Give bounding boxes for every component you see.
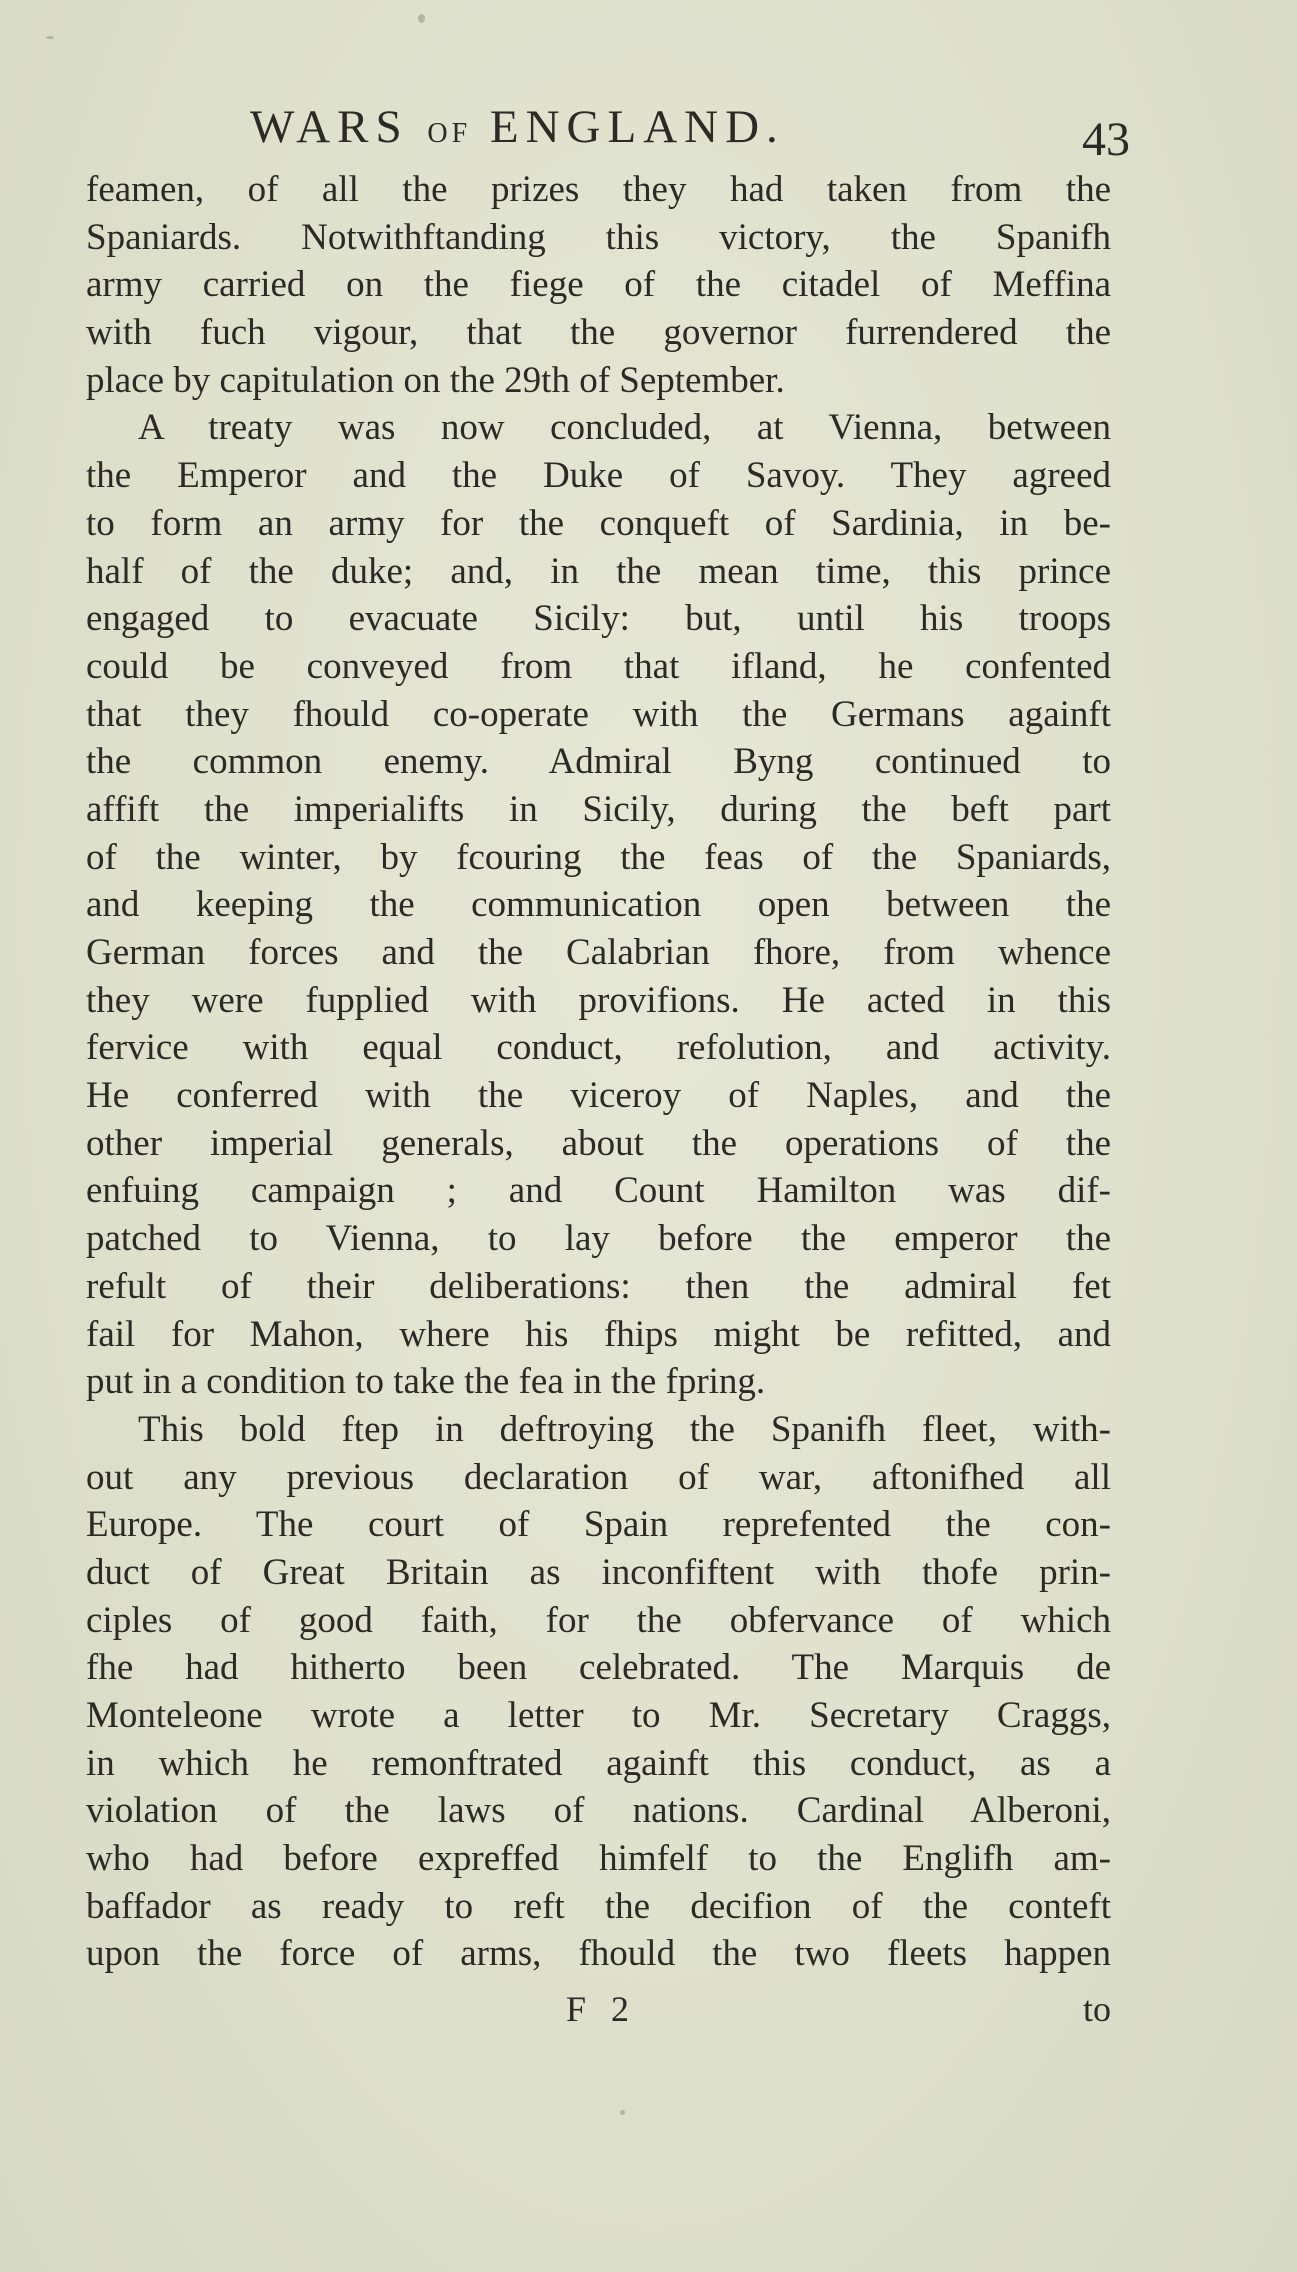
text-line: and keeping the communication open between the <box>86 884 1111 926</box>
text-line: ciples of good faith, for the obfervance of which <box>86 1599 1111 1641</box>
paper-speck <box>620 2110 625 2115</box>
running-head <box>250 100 785 154</box>
text-line: with fuch vigour, that the governor furrendered the <box>86 312 1111 354</box>
text-line: who had before expreffed himfelf to the Englifh am- <box>86 1838 1111 1880</box>
text-line: baffador as ready to reft the decifion of the conteft <box>86 1885 1111 1927</box>
text-line: in which he remonftrated againft this conduct, as a <box>86 1742 1111 1784</box>
text-line: Europe. The court of Spain reprefented the con- <box>86 1504 1111 1546</box>
running-head-of: OF <box>427 118 472 149</box>
text-line: enfuing campaign ; and Count Hamilton was dif- <box>86 1170 1111 1212</box>
page-footer <box>86 1988 1111 2038</box>
signature-mark: F 2 <box>566 1989 638 2029</box>
text-line: that they fhould co-operate with the Germans againft <box>86 693 1111 735</box>
text-line: the Emperor and the Duke of Savoy. They agreed <box>86 455 1111 497</box>
text-line: fhe had hitherto been celebrated. The Marquis de <box>86 1647 1111 1689</box>
text-line: patched to Vienna, to lay before the emperor the <box>86 1218 1111 1260</box>
text-line: upon the force of arms, fhould the two fleets happen <box>86 1933 1111 1975</box>
paper-speck <box>46 36 54 39</box>
running-head-part2: ENGLAND. <box>489 101 785 153</box>
text-line: engaged to evacuate Sicily: but, until his troops <box>86 598 1111 640</box>
text-line: Monteleone wrote a letter to Mr. Secretary Craggs, <box>86 1695 1111 1736</box>
paper-speck <box>418 14 425 23</box>
catchword: to <box>1082 1989 1111 2029</box>
page-number: 43 <box>1082 113 1130 166</box>
text-line: fail for Mahon, where his fhips might be refitted, and <box>86 1313 1111 1355</box>
body-text <box>86 166 1111 1978</box>
text-line: This bold ftep in deftroying the Spanifh fleet, with- <box>138 1408 1111 1450</box>
text-line: German forces and the Calabrian fhore, from whence <box>86 932 1111 973</box>
text-line: other imperial generals, about the operations of the <box>86 1122 1111 1164</box>
text-line: could be conveyed from that ifland, he confented <box>86 645 1111 687</box>
text-line: feamen, of all the prizes they had taken from the <box>86 169 1111 210</box>
text-line: A treaty was now concluded, at Vienna, between <box>138 407 1111 449</box>
text-line: they were fupplied with provifions. He acted in this <box>86 979 1111 1021</box>
text-line: out any previous declaration of war, aftonifhed all <box>86 1456 1111 1498</box>
text-line: He conferred with the viceroy of Naples, and the <box>86 1075 1111 1117</box>
text-line: affift the imperialifts in Sicily, during the beft part <box>86 788 1111 830</box>
text-line: fervice with equal conduct, refolution, and activity. <box>86 1027 1111 1069</box>
page-header <box>250 100 1130 170</box>
text-line: to form an army for the conqueft of Sardinia, in be- <box>86 502 1111 544</box>
text-line: the common enemy. Admiral Byng continued to <box>86 741 1111 783</box>
text-line: place by capitulation on the 29th of September. <box>86 359 785 401</box>
text-line: put in a condition to take the fea in the fpring. <box>86 1361 766 1403</box>
text-line: of the winter, by fcouring the feas of the Spaniards, <box>86 836 1111 878</box>
text-line: duct of Great Britain as inconfiftent with thofe prin- <box>86 1551 1111 1593</box>
text-line: half of the duke; and, in the mean time, this prince <box>86 550 1111 592</box>
text-line: army carried on the fiege of the citadel of Meffina <box>86 264 1111 306</box>
text-line: refult of their deliberations: then the admiral fet <box>86 1265 1111 1307</box>
text-line: Spaniards. Notwithftanding this victory, the Spanifh <box>86 216 1111 258</box>
running-head-part1: WARS <box>250 101 409 153</box>
text-line: violation of the laws of nations. Cardinal Alberoni, <box>86 1790 1111 1832</box>
